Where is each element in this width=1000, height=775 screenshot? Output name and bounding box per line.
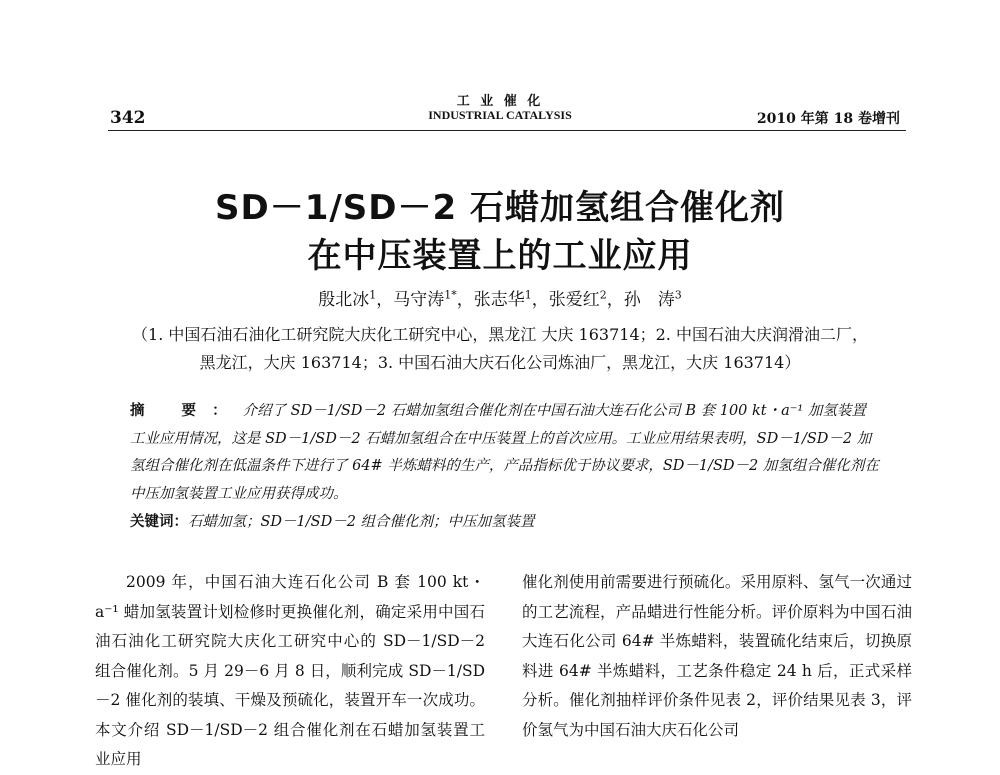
keywords-text: 石蜡加氢；SD－1/SD－2 组合催化剂；中压加氢装置 bbox=[188, 514, 535, 530]
author: 孙 涛$^3$ bbox=[623, 288, 682, 310]
abstract-text: 介绍了 SD－1/SD－2 石蜡加氢组合催化剂在中国石油大连石化公司 B 套 100 kt・a⁻¹ 加氢装置工业应用情况，这是 SD－1/SD－2 石蜡加氢组合在中压装置上的首次应用。工业应用结果表明，SD－1/SD－2 加氢组合催化剂在低温条件下进行了 64# 半炼蜡料的生产，产品指标优于协议要求，SD－1/SD－2 加氢组合催化剂在中压加氢装置工业应用获得成功。 bbox=[130, 403, 879, 502]
body-column-left: 2009 年，中国石油大连石化公司 B 套 100 kt・a⁻¹ 蜡加氢装置计划检修时更换催化剂，确定采用中国石油石油化工研究院大庆化工研究中心的 SD－1/SD－2 组合催化剂。5 月 29－6 月 8 日，顺利完成 SD－1/SD－2 催化剂的装填、干燥及预硫化，装置开车一次成功。本文介绍 SD－1/SD－2 组合催化剂在石蜡加氢装置工业应用 bbox=[95, 573, 485, 768]
article-title-line-2: 在中压装置上的工业应用 bbox=[307, 236, 693, 276]
affiliation-line-2: 黑龙江，大庆 163714；3. 中国石油大庆石化公司炼油厂，黑龙江，大庆 163714） bbox=[199, 353, 801, 372]
abstract-label: 摘 要 bbox=[130, 402, 213, 419]
keywords: 关键词：石蜡加氢；SD－1/SD－2 组合催化剂；中压加氢装置 bbox=[130, 513, 535, 530]
journal-title-cn: 工 业 催 化 bbox=[456, 94, 544, 109]
affiliation-line-1: （1. 中国石油石油化工研究院大庆化工研究中心，黑龙江 大庆 163714；2. 中国石油大庆润滑油二厂， bbox=[132, 325, 868, 344]
body-column-right: 催化剂使用前需要进行预硫化。采用原料、氢气一次通过的工艺流程，产品蜡进行性能分析。评价原料为中国石油大连石化公司 64# 半炼蜡料，装置硫化结束后，切换原料进 64# 半炼蜡料，工艺条件稳定 24 h 后，正式采样分析。催化剂抽样评价条件见表 2，评价结果见表 3，评价氢气为中国石油大庆石化公司 bbox=[522, 573, 912, 739]
article-title-line-1: SD－1/SD－2 石蜡加氢组合催化剂 bbox=[215, 188, 785, 228]
page-number: 342 bbox=[110, 108, 146, 128]
author: 马守涛$^{1*}$ bbox=[393, 288, 457, 310]
abstract: 摘 要：介绍了 SD－1/SD－2 石蜡加氢组合催化剂在中国石油大连石化公司 B 套 100 kt・a⁻¹ 加氢装置工业应用情况，这是 SD－1/SD－2 石蜡加氢组合在中压装置上的首次应用。工业应用结果表明，SD－1/SD－2 加氢组合催化剂在低温条件下进行了 64# 半炼蜡料的生产，产品指标优于协议要求，SD－1/SD－2 加氢组合催化剂在中压加氢装置工业应用获得成功。 bbox=[130, 402, 879, 502]
keywords-label: 关键词 bbox=[130, 513, 174, 530]
author: 殷北冰$^1$ bbox=[318, 288, 377, 310]
issue-info: 2010 年第 18 卷增刊 bbox=[756, 111, 900, 127]
header-rule bbox=[108, 130, 906, 131]
author: 张志华$^1$ bbox=[473, 288, 532, 310]
journal-title-en: INDUSTRIAL CATALYSIS bbox=[428, 108, 572, 122]
author: 张爱红$^2$ bbox=[548, 288, 607, 310]
author-list: 殷北冰$^1$，马守涛$^{1*}$，张志华$^1$，张爱红$^2$，孙 涛$^3$ bbox=[318, 288, 682, 310]
